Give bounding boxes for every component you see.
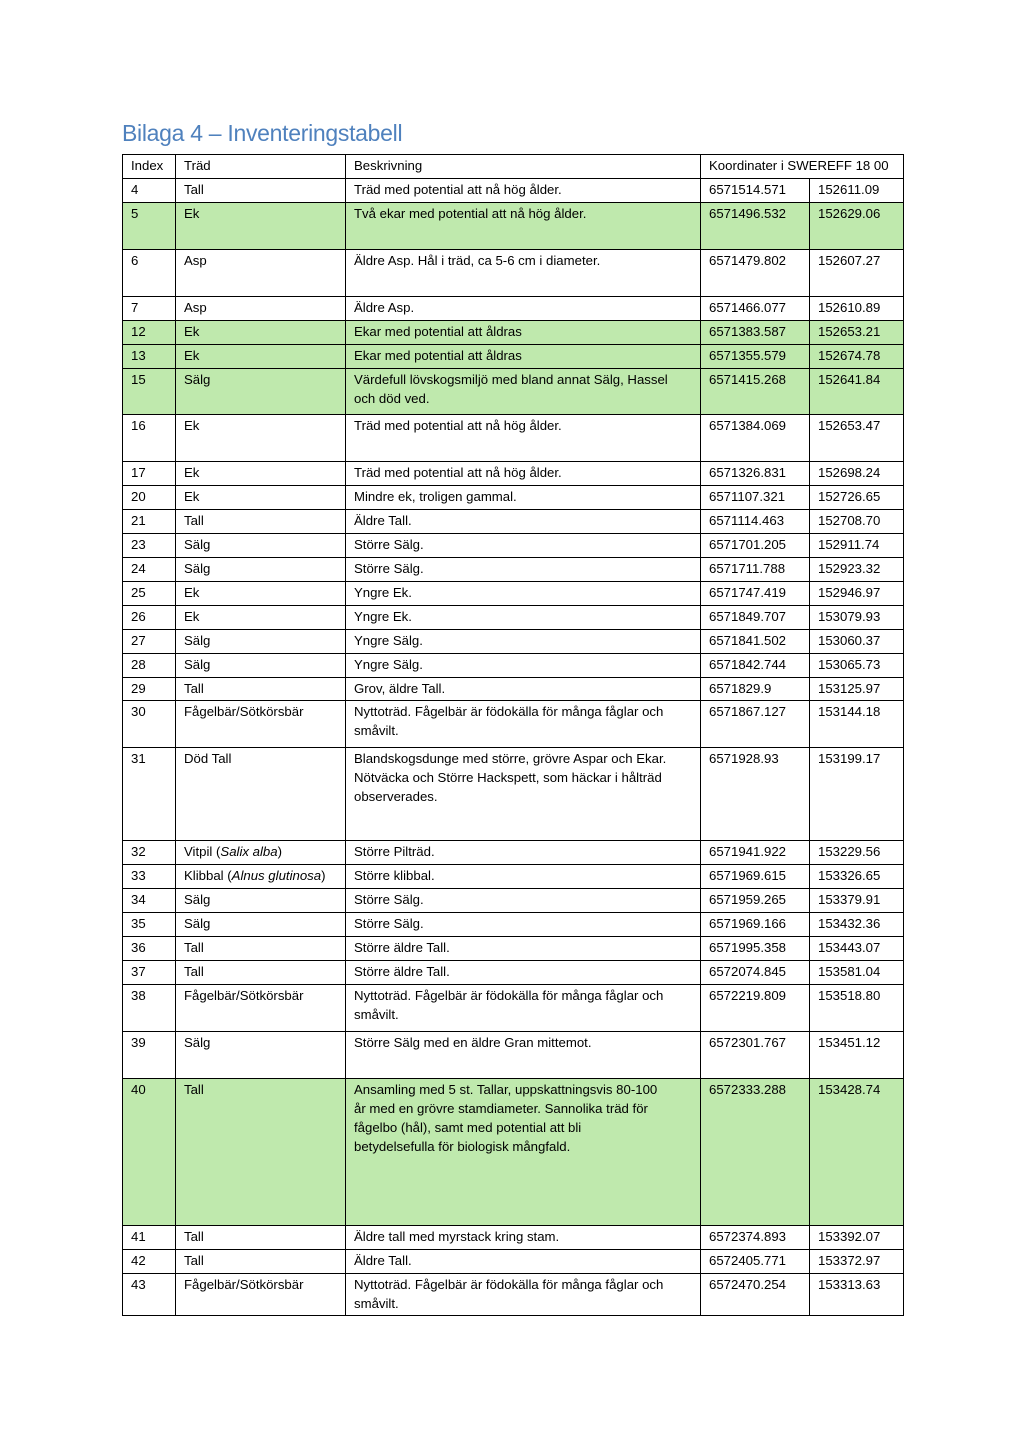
cell-index: 24 — [123, 558, 176, 582]
table-body — [123, 179, 904, 1316]
cell-northing: 6571114.463 — [701, 510, 810, 534]
cell-tree: Asp — [176, 297, 346, 321]
description-line: Större Pilträd. — [354, 844, 435, 859]
cell-northing: 6571841.502 — [701, 630, 810, 654]
description-line: Två ekar med potential att nå hög ålder. — [354, 206, 587, 221]
cell-easting: 153199.17 — [810, 748, 904, 841]
description-line: Äldre Asp. — [354, 300, 415, 315]
cell-index: 6 — [123, 250, 176, 297]
description-line: småvilt. — [354, 1296, 399, 1311]
cell-easting: 152946.97 — [810, 582, 904, 606]
cell-description — [346, 678, 701, 701]
cell-index: 39 — [123, 1032, 176, 1079]
cell-description — [346, 321, 701, 345]
tree-name: Vitpil ( — [184, 844, 221, 859]
cell-northing: 6571383.587 — [701, 321, 810, 345]
cell-easting: 152653.47 — [810, 415, 904, 462]
table-row — [123, 345, 904, 369]
cell-description — [346, 1250, 701, 1274]
cell-description — [346, 889, 701, 913]
description-line: Nyttoträd. Fågelbär är födokälla för många fåglar och — [354, 988, 664, 1003]
cell-easting: 153326.65 — [810, 865, 904, 889]
cell-description — [346, 937, 701, 961]
cell-index: 41 — [123, 1226, 176, 1250]
table-row — [123, 1226, 904, 1250]
cell-easting: 153379.91 — [810, 889, 904, 913]
cell-index: 17 — [123, 462, 176, 486]
table-row — [123, 961, 904, 985]
cell-easting: 152653.21 — [810, 321, 904, 345]
cell-easting: 152641.84 — [810, 369, 904, 415]
cell-northing: 6571849.707 — [701, 606, 810, 630]
cell-tree: Ek — [176, 345, 346, 369]
cell-index: 37 — [123, 961, 176, 985]
table-row — [123, 889, 904, 913]
cell-description — [346, 345, 701, 369]
cell-index: 43 — [123, 1274, 176, 1316]
table-row — [123, 415, 904, 462]
table-row — [123, 1079, 904, 1226]
cell-description — [346, 961, 701, 985]
table-header-row — [123, 155, 904, 179]
cell-northing: 6572219.809 — [701, 985, 810, 1032]
cell-description — [346, 250, 701, 297]
cell-easting: 153060.37 — [810, 630, 904, 654]
description-line: och död ved. — [354, 391, 430, 406]
cell-tree: Ek — [176, 606, 346, 630]
cell-tree: Tall — [176, 937, 346, 961]
cell-northing: 6572405.771 — [701, 1250, 810, 1274]
table-row — [123, 841, 904, 865]
cell-tree: Asp — [176, 250, 346, 297]
description-line: Yngre Ek. — [354, 609, 412, 624]
cell-index: 21 — [123, 510, 176, 534]
page-title: Bilaga 4 – Inventeringstabell — [122, 120, 403, 146]
table-row — [123, 250, 904, 297]
cell-index: 35 — [123, 913, 176, 937]
cell-description — [346, 369, 701, 415]
cell-tree: Sälg — [176, 889, 346, 913]
cell-easting: 153313.63 — [810, 1274, 904, 1316]
description-line: Träd med potential att nå hög ålder. — [354, 418, 562, 433]
description-line: fågelbo (hål), samt med potential att bli — [354, 1120, 582, 1135]
cell-easting: 153432.36 — [810, 913, 904, 937]
description-line: Större klibbal. — [354, 868, 435, 883]
cell-easting: 152726.65 — [810, 486, 904, 510]
cell-index: 31 — [123, 748, 176, 841]
description-line: Större Sälg. — [354, 916, 424, 931]
table-row — [123, 985, 904, 1032]
description-line: småvilt. — [354, 723, 399, 738]
cell-description — [346, 865, 701, 889]
cell-index: 38 — [123, 985, 176, 1032]
description-line: Äldre Tall. — [354, 1253, 412, 1268]
cell-northing: 6572074.845 — [701, 961, 810, 985]
header-index: Index — [123, 155, 176, 179]
cell-description — [346, 486, 701, 510]
cell-tree — [176, 841, 346, 865]
cell-description — [346, 534, 701, 558]
description-line: Ansamling med 5 st. Tallar, uppskattningsvis 80-100 — [354, 1082, 658, 1097]
description-line: Yngre Ek. — [354, 585, 412, 600]
cell-easting: 153065.73 — [810, 654, 904, 678]
cell-easting: 153518.80 — [810, 985, 904, 1032]
cell-tree: Tall — [176, 1226, 346, 1250]
cell-index: 28 — [123, 654, 176, 678]
cell-northing: 6571969.166 — [701, 913, 810, 937]
cell-northing: 6571514.571 — [701, 179, 810, 203]
cell-northing: 6571747.419 — [701, 582, 810, 606]
table-row — [123, 510, 904, 534]
description-line: Större Sälg. — [354, 892, 424, 907]
cell-northing: 6571995.358 — [701, 937, 810, 961]
cell-index: 40 — [123, 1079, 176, 1226]
table-row — [123, 534, 904, 558]
cell-tree: Ek — [176, 486, 346, 510]
cell-index: 23 — [123, 534, 176, 558]
table-row — [123, 1032, 904, 1079]
cell-easting: 152698.24 — [810, 462, 904, 486]
cell-northing: 6571107.321 — [701, 486, 810, 510]
tree-name-close: ) — [277, 844, 282, 859]
description-line: Träd med potential att nå hög ålder. — [354, 465, 562, 480]
cell-tree: Tall — [176, 1250, 346, 1274]
cell-northing: 6572470.254 — [701, 1274, 810, 1316]
cell-easting: 153451.12 — [810, 1032, 904, 1079]
cell-easting: 152607.27 — [810, 250, 904, 297]
cell-description — [346, 985, 701, 1032]
cell-northing: 6571479.802 — [701, 250, 810, 297]
cell-easting: 153125.97 — [810, 678, 904, 701]
description-line: Äldre Tall. — [354, 513, 412, 528]
description-line: Större äldre Tall. — [354, 940, 450, 955]
table-row — [123, 369, 904, 415]
cell-tree: Ek — [176, 582, 346, 606]
cell-description — [346, 415, 701, 462]
cell-northing: 6571384.069 — [701, 415, 810, 462]
table-row — [123, 179, 904, 203]
cell-tree: Död Tall — [176, 748, 346, 841]
cell-easting: 153443.07 — [810, 937, 904, 961]
description-line: Större äldre Tall. — [354, 964, 450, 979]
cell-tree: Sälg — [176, 534, 346, 558]
cell-tree: Sälg — [176, 1032, 346, 1079]
cell-easting: 152611.09 — [810, 179, 904, 203]
cell-index: 4 — [123, 179, 176, 203]
table-row — [123, 321, 904, 345]
tree-name-close: ) — [321, 868, 326, 883]
description-line: Nyttoträd. Fågelbär är födokälla för många fåglar och — [354, 704, 664, 719]
table-row — [123, 203, 904, 250]
table-row — [123, 297, 904, 321]
description-line: Äldre tall med myrstack kring stam. — [354, 1229, 560, 1244]
table-row — [123, 462, 904, 486]
cell-index: 30 — [123, 701, 176, 748]
cell-index: 20 — [123, 486, 176, 510]
cell-tree: Tall — [176, 1079, 346, 1226]
table-row — [123, 1250, 904, 1274]
cell-index: 42 — [123, 1250, 176, 1274]
description-line: observerades. — [354, 789, 438, 804]
cell-northing: 6571355.579 — [701, 345, 810, 369]
cell-description — [346, 297, 701, 321]
table-row — [123, 937, 904, 961]
table-row — [123, 865, 904, 889]
cell-tree: Sälg — [176, 558, 346, 582]
description-line: småvilt. — [354, 1007, 399, 1022]
header-description: Beskrivning — [346, 155, 701, 179]
cell-tree — [176, 865, 346, 889]
cell-description — [346, 606, 701, 630]
cell-index: 12 — [123, 321, 176, 345]
cell-description — [346, 1274, 701, 1316]
cell-northing: 6571941.922 — [701, 841, 810, 865]
cell-description — [346, 1032, 701, 1079]
cell-tree: Fågelbär/Sötkörsbär — [176, 1274, 346, 1316]
description-line: Större Sälg med en äldre Gran mittemot. — [354, 1035, 592, 1050]
cell-tree: Sälg — [176, 913, 346, 937]
cell-easting: 152911.74 — [810, 534, 904, 558]
cell-index: 7 — [123, 297, 176, 321]
description-line: Ekar med potential att åldras — [354, 348, 522, 363]
cell-description — [346, 582, 701, 606]
description-line: Äldre Asp. Hål i träd, ca 5-6 cm i diameter. — [354, 253, 601, 268]
cell-index: 5 — [123, 203, 176, 250]
cell-northing: 6571326.831 — [701, 462, 810, 486]
cell-northing: 6571701.205 — [701, 534, 810, 558]
cell-easting: 153392.07 — [810, 1226, 904, 1250]
cell-index: 25 — [123, 582, 176, 606]
description-line: Yngre Sälg. — [354, 657, 423, 672]
cell-description — [346, 1226, 701, 1250]
cell-description — [346, 654, 701, 678]
cell-tree: Ek — [176, 321, 346, 345]
cell-index: 36 — [123, 937, 176, 961]
table-row — [123, 558, 904, 582]
cell-easting: 152674.78 — [810, 345, 904, 369]
table-row — [123, 1274, 904, 1316]
cell-easting: 152708.70 — [810, 510, 904, 534]
table-row — [123, 678, 904, 701]
cell-description — [346, 748, 701, 841]
tree-latin-name: Salix alba — [220, 844, 278, 859]
description-line: Grov, äldre Tall. — [354, 681, 446, 696]
cell-northing: 6571969.615 — [701, 865, 810, 889]
table-row — [123, 748, 904, 841]
cell-description — [346, 630, 701, 654]
cell-tree: Tall — [176, 510, 346, 534]
cell-description — [346, 462, 701, 486]
cell-description — [346, 558, 701, 582]
description-line: Yngre Sälg. — [354, 633, 423, 648]
cell-index: 15 — [123, 369, 176, 415]
cell-index: 32 — [123, 841, 176, 865]
cell-index: 29 — [123, 678, 176, 701]
description-line: Blandskogsdunge med större, grövre Aspar och Ekar. — [354, 751, 667, 766]
table-row — [123, 654, 904, 678]
cell-description — [346, 913, 701, 937]
cell-tree: Sälg — [176, 630, 346, 654]
cell-description — [346, 179, 701, 203]
cell-northing: 6571928.93 — [701, 748, 810, 841]
cell-index: 27 — [123, 630, 176, 654]
cell-northing: 6572374.893 — [701, 1226, 810, 1250]
tree-latin-name: Alnus glutinosa — [231, 868, 322, 883]
cell-northing: 6572301.767 — [701, 1032, 810, 1079]
cell-northing: 6571842.744 — [701, 654, 810, 678]
description-line: betydelsefulla för biologisk mångfald. — [354, 1139, 571, 1154]
cell-easting: 153144.18 — [810, 701, 904, 748]
cell-tree: Fågelbär/Sötkörsbär — [176, 985, 346, 1032]
cell-index: 33 — [123, 865, 176, 889]
description-line: Nyttoträd. Fågelbär är födokälla för många fåglar och — [354, 1277, 664, 1292]
table-row — [123, 606, 904, 630]
cell-index: 34 — [123, 889, 176, 913]
cell-tree: Fågelbär/Sötkörsbär — [176, 701, 346, 748]
table-row — [123, 913, 904, 937]
cell-easting: 153581.04 — [810, 961, 904, 985]
cell-northing: 6571711.788 — [701, 558, 810, 582]
description-line: år med en grövre stamdiameter. Sannolika träd för — [354, 1101, 648, 1116]
table-row — [123, 701, 904, 748]
description-line: Större Sälg. — [354, 561, 424, 576]
tree-name: Klibbal ( — [184, 868, 232, 883]
cell-tree: Sälg — [176, 369, 346, 415]
cell-index: 26 — [123, 606, 176, 630]
cell-easting: 153079.93 — [810, 606, 904, 630]
header-coordinates: Koordinater i SWEREFF 18 00 — [701, 155, 904, 179]
cell-description — [346, 203, 701, 250]
description-line: Ekar med potential att åldras — [354, 324, 522, 339]
cell-northing: 6572333.288 — [701, 1079, 810, 1226]
cell-northing: 6571466.077 — [701, 297, 810, 321]
cell-tree: Sälg — [176, 654, 346, 678]
description-line: Värdefull lövskogsmiljö med bland annat Sälg, Hassel — [354, 372, 668, 387]
cell-easting: 153229.56 — [810, 841, 904, 865]
cell-northing: 6571959.265 — [701, 889, 810, 913]
description-line: Större Sälg. — [354, 537, 424, 552]
inventory-table — [122, 154, 904, 1316]
cell-northing: 6571867.127 — [701, 701, 810, 748]
cell-tree: Ek — [176, 203, 346, 250]
cell-tree: Tall — [176, 678, 346, 701]
cell-easting: 152610.89 — [810, 297, 904, 321]
description-line: Nötväcka och Större Hackspett, som häckar i hålträd — [354, 770, 662, 785]
cell-description — [346, 841, 701, 865]
cell-easting: 153428.74 — [810, 1079, 904, 1226]
description-line: Träd med potential att nå hög ålder. — [354, 182, 562, 197]
table-row — [123, 486, 904, 510]
cell-index: 13 — [123, 345, 176, 369]
cell-tree: Tall — [176, 961, 346, 985]
cell-index: 16 — [123, 415, 176, 462]
table-row — [123, 582, 904, 606]
header-tree: Träd — [176, 155, 346, 179]
cell-description — [346, 1079, 701, 1226]
cell-northing: 6571496.532 — [701, 203, 810, 250]
cell-tree: Tall — [176, 179, 346, 203]
cell-tree: Ek — [176, 415, 346, 462]
cell-northing: 6571415.268 — [701, 369, 810, 415]
cell-easting: 152923.32 — [810, 558, 904, 582]
cell-easting: 153372.97 — [810, 1250, 904, 1274]
cell-tree: Ek — [176, 462, 346, 486]
description-line: Mindre ek, troligen gammal. — [354, 489, 517, 504]
cell-easting: 152629.06 — [810, 203, 904, 250]
table-row — [123, 630, 904, 654]
cell-northing: 6571829.9 — [701, 678, 810, 701]
cell-description — [346, 510, 701, 534]
cell-description — [346, 701, 701, 748]
